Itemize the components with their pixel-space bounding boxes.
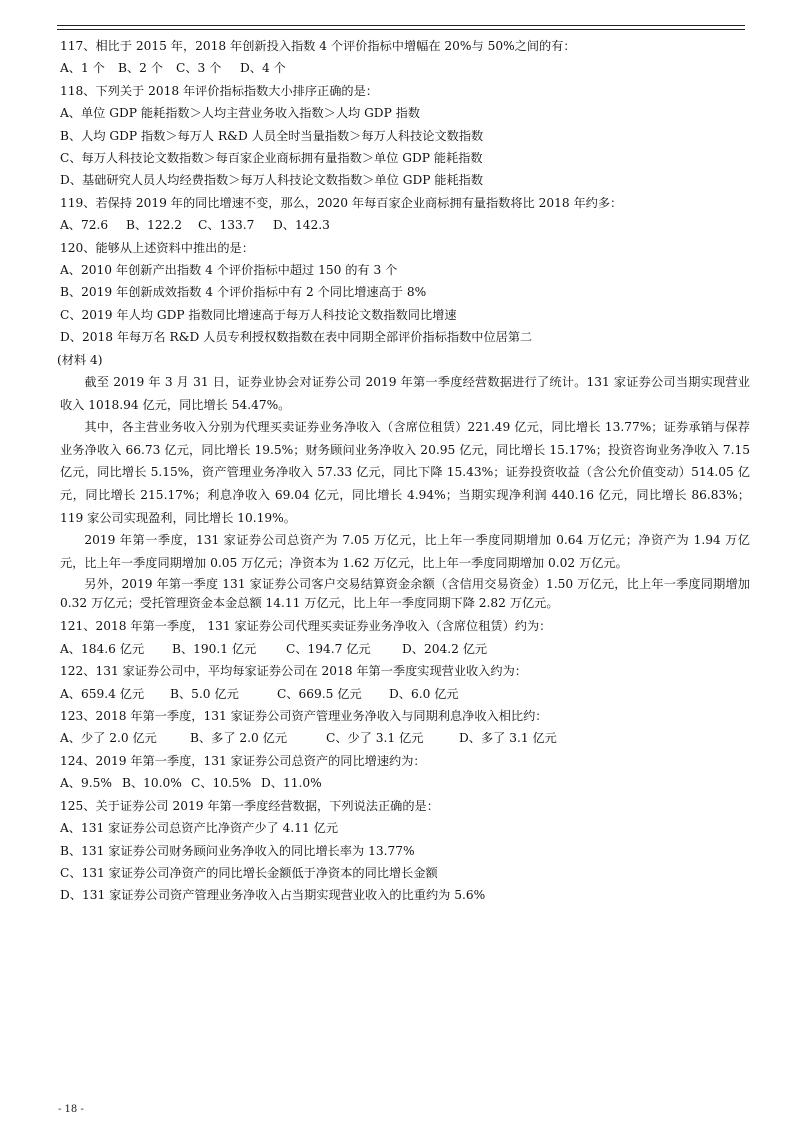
material-paragraph-3: 2019 年第一季度，131 家证券公司总资产为 7.05 万亿元，比上年一季度同期增加 0.64 万亿元；净资产为 1.94 万亿元，比上年一季度同期增加 0.05 万亿元；净资本为 1.62 万亿元，比上年一季度同期增加 0.02 万亿元。 [60, 533, 750, 570]
option-d: D、基础研究人员人均经费指数＞每万人科技论文数指数＞单位 GDP 能耗指数 [60, 173, 484, 188]
question-118-stem: 118、下列关于 2018 年评价指标指数大小排序正确的是： [60, 83, 378, 98]
option-a: A、9.5% [60, 776, 112, 791]
option-b: B、10.0% [122, 776, 182, 791]
question-119-stem: 119、若保持 2019 年的同比增速不变，那么，2020 年每百家企业商标拥有量指数将比 2018 年约多： [60, 195, 623, 210]
question-125-stem: 125、关于证券公司 2019 年第一季度经营数据，下列说法正确的是： [60, 798, 439, 813]
option-b: B、人均 GDP 指数＞每万人 R&D 人员全时当量指数＞每万人科技论文数指数 [60, 128, 484, 143]
option-a: A、单位 GDP 能耗指数＞人均主营业务收入指数＞人均 GDP 指数 [60, 106, 421, 121]
option-c: C、每万人科技论文数指数＞每百家企业商标拥有量指数＞单位 GDP 能耗指数 [60, 151, 483, 166]
option-c: C、2019 年人均 GDP 指数同比增速高于每万人科技论文数指数同比增速 [60, 307, 457, 322]
option-a: A、184.6 亿元 [60, 641, 145, 656]
option-a: A、659.4 亿元 [60, 686, 145, 701]
option-b: B、2 个 [118, 61, 163, 76]
question-120-stem: 120、能够从上述资料中推出的是： [60, 240, 254, 255]
option-a: A、131 家证券公司总资产比净资产少了 4.11 亿元 [60, 821, 339, 836]
option-d: D、11.0% [261, 776, 322, 791]
option-a: A、2010 年创新产出指数 4 个评价指标中超过 150 的有 3 个 [60, 263, 398, 278]
option-d: D、多了 3.1 亿元 [459, 731, 557, 746]
question-123-stem: 123、2018 年第一季度，131 家证券公司资产管理业务净收入与同期利息净收入相比约： [60, 709, 548, 724]
option-b: B、131 家证券公司财务顾问业务净收入的同比增长率为 13.77% [60, 843, 415, 858]
option-b: B、190.1 亿元 [172, 641, 257, 656]
header-rule-thick [57, 25, 745, 26]
option-c: C、669.5 亿元 [277, 686, 362, 701]
question-122-options [60, 683, 750, 705]
material-paragraph-4: 另外，2019 年第一季度 131 家证券公司客户交易结算资金余额（含信用交易资金）1.50 万亿元，比上年一季度同期增加 0.32 万亿元；受托管理资金本金总额 14.11 万亿元，比上年一季度同期下降 2.82 万亿元。 [60, 577, 750, 611]
option-b: B、多了 2.0 亿元 [190, 731, 288, 746]
option-c: C、3 个 [176, 61, 222, 76]
question-119-options [60, 214, 750, 236]
option-c: C、131 家证券公司净资产的同比增长金额低于净资本的同比增长金额 [60, 865, 438, 880]
header-rule-thin [57, 29, 745, 30]
option-c: C、133.7 [198, 218, 255, 233]
option-d: D、2018 年每万名 R&D 人员专利授权数指数在表中同期全部评价指标指数中位居第二 [60, 330, 533, 345]
question-122-stem: 122、131 家证券公司中，平均每家证券公司在 2018 年第一季度实现营业收入约为： [60, 664, 527, 679]
option-d: D、131 家证券公司资产管理业务净收入占当期实现营业收入的比重约为 5.6% [60, 888, 486, 903]
page-number: - 18 - [58, 1104, 84, 1115]
option-b: B、2019 年创新成效指数 4 个评价指标中有 2 个同比增速高于 8% [60, 285, 427, 300]
option-a: A、少了 2.0 亿元 [60, 731, 157, 746]
option-c: C、194.7 亿元 [286, 641, 371, 656]
page-content [57, 35, 750, 907]
question-117-stem: 117、相比于 2015 年，2018 年创新投入指数 4 个评价指标中增幅在 20%与 50%之间的有： [60, 39, 576, 53]
option-d: D、6.0 亿元 [389, 686, 459, 701]
question-121-options [60, 638, 750, 660]
option-a: A、1 个 [60, 61, 105, 76]
question-124-options [60, 772, 750, 794]
question-123-options [60, 727, 750, 749]
material-paragraph-1: 截至 2019 年 3 月 31 日，证券业协会对证券公司 2019 年第一季度经营数据进行了统计。131 家证券公司当期实现营业收入 1018.94 亿元，同比增长 54.47%。 [60, 375, 750, 412]
option-c: C、10.5% [191, 776, 252, 791]
option-b: B、5.0 亿元 [170, 686, 239, 701]
material-paragraph-2: 其中，各主营业务收入分别为代理买卖证券业务净收入（含席位租赁）221.49 亿元，同比增长 13.77%；证券承销与保荐业务净收入 66.73 亿元，同比增长 19.5%；财务顾问业务净收入 20.95 亿元，同比增长 15.17%；投资咨询业务净收入 7.15 亿元，同比增长 5.15%，资产管理业务净收入 57.33 亿元，同比下降 15.43%；证券投资收益（含公允价值变动）514.05 亿元，同比增长 215.17%；利息净收入 69.04 亿元，同比增长 4.94%；当期实现净利润 440.16 亿元，同比增长 86.83%；119 家公司实现盈利，同比增长 10.19%。 [60, 420, 750, 525]
question-121-stem: 121、2018 年第一季度， 131 家证券公司代理买卖证券业务净收入（含席位租赁）约为： [60, 619, 552, 634]
option-c: C、少了 3.1 亿元 [326, 731, 424, 746]
option-b: B、122.2 [126, 218, 183, 233]
question-117-options [60, 57, 750, 79]
option-d: D、142.3 [273, 218, 330, 233]
question-124-stem: 124、2019 年第一季度，131 家证券公司总资产的同比增速约为： [60, 753, 426, 768]
option-d: D、204.2 亿元 [402, 641, 488, 656]
material-4-label: (材料 4) [57, 352, 103, 367]
option-a: A、72.6 [60, 218, 109, 233]
option-d: D、4 个 [240, 61, 286, 76]
